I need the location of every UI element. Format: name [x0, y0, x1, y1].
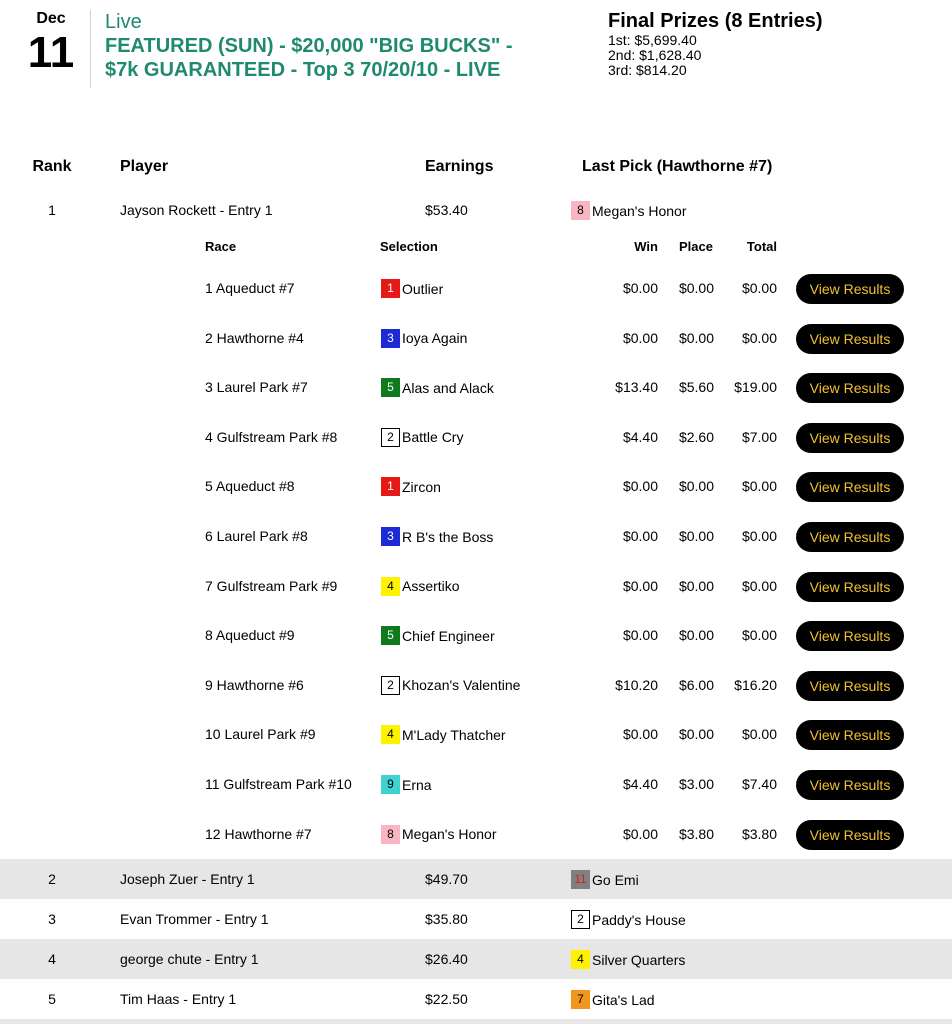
player-row[interactable] [0, 979, 952, 1019]
saddle-number-badge: 11 [571, 870, 590, 889]
race-name: 11 Gulfstream Park #10 [205, 776, 352, 792]
player-rank: 2 [48, 871, 56, 887]
last-pick [571, 870, 639, 889]
prize-first: 1st: $5,699.40 [608, 32, 697, 48]
selection [381, 577, 460, 596]
horse-name: Erna [402, 776, 432, 793]
selection [381, 825, 497, 844]
header-divider [90, 10, 91, 88]
player-name: Jayson Rockett - Entry 1 [120, 202, 273, 218]
win-amount: $13.40 [615, 379, 658, 396]
total-amount: $0.00 [741, 577, 777, 594]
pick-row [0, 610, 952, 660]
win-amount: $0.00 [622, 726, 658, 743]
view-results-button[interactable]: View Results [796, 720, 904, 750]
saddle-number-badge: 3 [381, 527, 400, 546]
view-results-button[interactable]: View Results [796, 572, 904, 602]
race-name: 2 Hawthorne #4 [205, 329, 304, 346]
race-name: 1 Aqueduct #7 [205, 280, 295, 296]
win-amount: $0.00 [622, 528, 658, 544]
horse-name: Alas and Alack [402, 379, 494, 396]
last-pick [571, 910, 686, 929]
total-header: Total [746, 239, 777, 254]
player-name: george chute - Entry 1 [120, 951, 259, 967]
view-results-button[interactable]: View Results [796, 423, 904, 453]
prize-third: 3rd: $814.20 [608, 62, 687, 78]
last-pick [571, 201, 687, 220]
total-amount: $16.20 [734, 676, 777, 693]
place-amount: $0.00 [678, 726, 714, 743]
total-amount: $3.80 [741, 825, 777, 842]
total-amount: $19.00 [734, 379, 777, 396]
race-name: 10 Laurel Park #9 [205, 726, 316, 743]
selection [381, 626, 495, 645]
player-row[interactable] [0, 899, 952, 939]
place-amount: $5.60 [678, 379, 714, 396]
saddle-number-badge: 8 [381, 825, 400, 844]
place-amount: $3.00 [678, 776, 714, 792]
total-amount: $0.00 [741, 528, 777, 544]
saddle-number-badge: 4 [571, 950, 590, 969]
race-name: 6 Laurel Park #8 [205, 528, 308, 544]
pick-row [0, 412, 952, 462]
saddle-number-badge: 1 [381, 279, 400, 298]
horse-name: Outlier [402, 280, 444, 297]
pick-row [0, 660, 952, 710]
place-amount: $0.00 [678, 577, 714, 594]
horse-name: Ioya Again [402, 330, 468, 347]
view-results-button[interactable]: View Results [796, 274, 904, 304]
final-prizes [608, 9, 948, 78]
horse-name: Chief Engineer [402, 627, 495, 644]
win-amount: $0.00 [622, 280, 658, 296]
pick-row [0, 362, 952, 412]
player-earnings: $22.50 [425, 991, 468, 1007]
horse-name: Silver Quarters [592, 951, 686, 968]
saddle-number-badge: 8 [571, 201, 590, 220]
race-name: 7 Gulfstream Park #9 [205, 577, 338, 594]
horse-name: Battle Cry [402, 429, 464, 446]
player-earnings: $49.70 [425, 871, 468, 887]
player-rank: 5 [48, 991, 56, 1007]
player-row[interactable] [0, 939, 952, 979]
race-name: 12 Hawthorne #7 [205, 825, 312, 842]
race-header: Race [205, 239, 237, 254]
prize-second: 2nd: $1,628.40 [608, 47, 702, 63]
place-amount: $6.00 [678, 676, 714, 693]
saddle-number-badge: 1 [381, 477, 400, 496]
horse-name: Go Emi [592, 871, 639, 888]
horse-name: R B's the Boss [402, 528, 494, 545]
pick-row [0, 709, 952, 759]
event-title-line-1: FEATURED (SUN) - $20,000 "BIG BUCKS" - [105, 35, 513, 57]
view-results-button[interactable]: View Results [796, 770, 904, 800]
horse-name: M'Lady Thatcher [402, 726, 506, 743]
place-amount: $2.60 [678, 428, 714, 445]
saddle-number-badge: 5 [381, 378, 400, 397]
saddle-number-badge: 5 [381, 626, 400, 645]
pick-row [0, 759, 952, 809]
view-results-button[interactable]: View Results [796, 671, 904, 701]
saddle-number-badge: 4 [381, 725, 400, 744]
pick-row [0, 461, 952, 511]
saddle-number-badge: 4 [381, 577, 400, 596]
saddle-number-badge: 7 [571, 990, 590, 1009]
saddle-number-badge: 9 [381, 775, 400, 794]
view-results-button[interactable]: View Results [796, 621, 904, 651]
win-amount: $0.00 [622, 825, 658, 842]
win-amount: $4.40 [622, 776, 658, 792]
event-date [22, 10, 80, 76]
pick-row [0, 561, 952, 611]
view-results-button[interactable]: View Results [796, 522, 904, 552]
event-info [105, 10, 585, 82]
total-amount: $0.00 [741, 478, 777, 495]
last-pick [571, 990, 655, 1009]
total-amount: $0.00 [741, 280, 777, 296]
horse-name: Megan's Honor [402, 826, 497, 843]
selection [381, 725, 506, 744]
view-results-button[interactable]: View Results [796, 820, 904, 850]
selection [381, 477, 441, 496]
total-amount: $7.00 [741, 428, 777, 445]
event-day: 11 [27, 28, 75, 77]
horse-name: Zircon [402, 478, 441, 495]
win-amount: $10.20 [615, 676, 658, 693]
selection [381, 428, 463, 447]
player-name: Joseph Zuer - Entry 1 [120, 871, 255, 887]
horse-name: Paddy's House [592, 911, 686, 928]
earnings-header: Earnings [425, 158, 494, 175]
race-name: 8 Aqueduct #9 [205, 627, 295, 644]
event-status: Live [105, 11, 142, 33]
event-title [105, 34, 585, 82]
view-results-button[interactable]: View Results [796, 373, 904, 403]
race-name: 9 Hawthorne #6 [205, 676, 304, 693]
win-amount: $0.00 [622, 329, 658, 346]
prizes-heading: Final Prizes (8 Entries) [608, 10, 823, 32]
place-amount: $0.00 [678, 528, 714, 544]
place-amount: $3.80 [678, 825, 714, 842]
total-amount: $7.40 [741, 776, 777, 792]
player-row[interactable] [0, 859, 952, 899]
event-title-line-2: $7k GUARANTEED - Top 3 70/20/10 - LIVE [105, 59, 501, 81]
win-header: Win [634, 239, 658, 254]
place-amount: $0.00 [678, 478, 714, 495]
player-name: Evan Trommer - Entry 1 [120, 911, 269, 927]
selection [381, 329, 467, 348]
player-earnings: $26.40 [425, 951, 468, 967]
pick-row [0, 809, 952, 859]
player-header: Player [120, 158, 169, 175]
saddle-number-badge: 2 [381, 428, 400, 447]
last-pick [571, 950, 685, 969]
pick-row [0, 263, 952, 313]
saddle-number-badge: 2 [571, 910, 590, 929]
pick-row [0, 313, 952, 363]
selection [381, 527, 493, 546]
horse-name: Khozan's Valentine [402, 677, 521, 694]
rank-header: Rank [32, 158, 72, 175]
player-earnings: $53.40 [425, 202, 468, 218]
event-month: Dec [36, 10, 66, 27]
saddle-number-badge: 3 [381, 329, 400, 348]
view-results-button[interactable]: View Results [796, 324, 904, 354]
selection [381, 676, 520, 695]
race-name: 5 Aqueduct #8 [205, 478, 295, 495]
race-name: 4 Gulfstream Park #8 [205, 428, 338, 445]
win-amount: $0.00 [622, 478, 658, 495]
place-amount: $0.00 [678, 329, 714, 346]
player-name: Tim Haas - Entry 1 [120, 991, 237, 1007]
selection-header: Selection [380, 239, 438, 254]
player-rank: 1 [48, 202, 56, 218]
selection [381, 378, 494, 397]
total-amount: $0.00 [741, 329, 777, 346]
total-amount: $0.00 [741, 726, 777, 743]
selection [381, 775, 432, 794]
player-row-partial [0, 1019, 952, 1024]
race-name: 3 Laurel Park #7 [205, 379, 308, 396]
selection [381, 279, 443, 298]
last-pick-header: Last Pick (Hawthorne #7) [582, 158, 773, 175]
win-amount: $4.40 [622, 428, 658, 445]
player-row[interactable] [0, 190, 952, 230]
horse-name: Megan's Honor [592, 202, 687, 219]
player-rank: 4 [48, 951, 56, 967]
win-amount: $0.00 [622, 577, 658, 594]
horse-name: Gita's Lad [592, 991, 655, 1008]
player-earnings: $35.80 [425, 911, 468, 927]
pick-row [0, 511, 952, 561]
place-header: Place [679, 239, 713, 254]
horse-name: Assertiko [402, 578, 460, 595]
total-amount: $0.00 [741, 627, 777, 644]
saddle-number-badge: 2 [381, 676, 400, 695]
place-amount: $0.00 [678, 627, 714, 644]
place-amount: $0.00 [678, 280, 714, 296]
win-amount: $0.00 [622, 627, 658, 644]
player-rank: 3 [48, 911, 56, 927]
view-results-button[interactable]: View Results [796, 472, 904, 502]
